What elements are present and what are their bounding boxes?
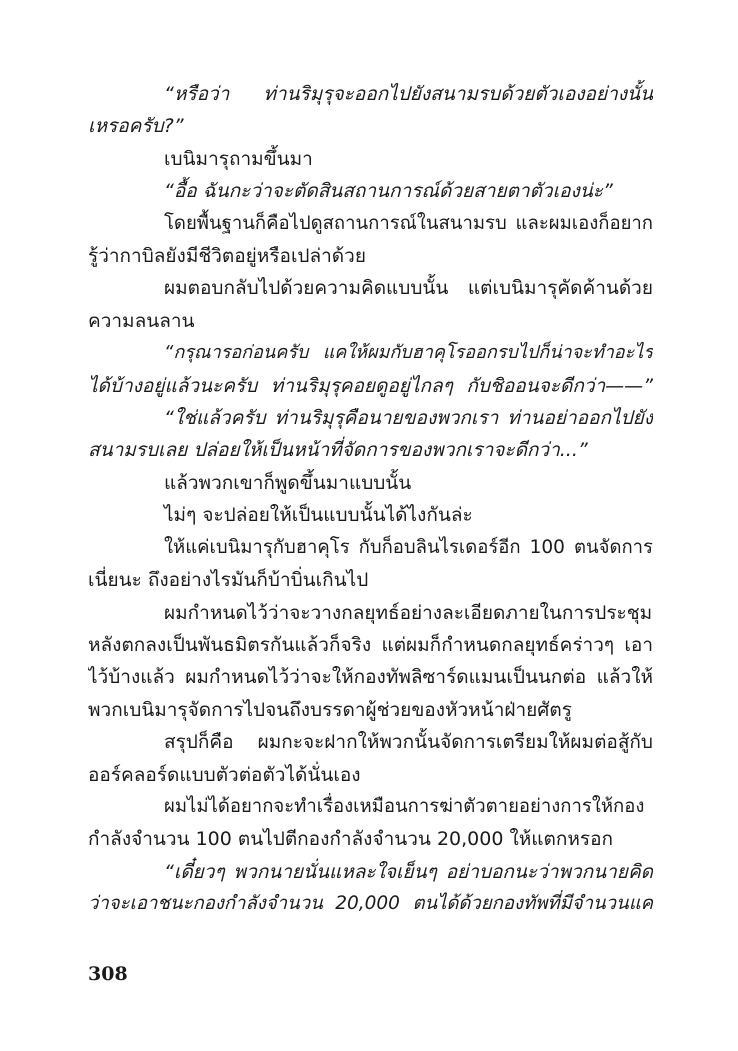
page-number: 308	[88, 963, 128, 985]
text-line: แล้วพวกเขาก็พูดขึ้นมาแบบนั้น	[164, 471, 412, 494]
text-line: สรุปก็คือ ผมกะจะฝากให้พวกนั้นจัดการเตรียมให้ผมต่อสู้กับ	[164, 731, 653, 754]
text-line: กำลังจำนวน 100 ตนไปตีกองกำลังจำนวน 20,000 ให้แตกหรอก	[88, 828, 613, 851]
text-line: “กรุณารอก่อนครับ แคให้ผมกับฮาคุโรออกรบไปก็น่าจะทำอะไร	[164, 342, 653, 364]
text-line: เหรอครับ?”	[88, 115, 184, 138]
text-line: ผมกำหนดไว้ว่าจะวางกลยุทธ์อย่างละเอียดภายในการประชุม	[164, 601, 653, 624]
text-line: สนามรบเลย ปล่อยให้เป็นหน้าที่จัดการของพวกเราจะดีกว่า...”	[88, 439, 588, 462]
text-line: “หรือว่า ท่านริมุรุจะออกไปยังสนามรบด้วยตัวเองอย่างนั้น	[164, 83, 653, 105]
text-line: โดยพื้นฐานก็คือไปดูสถานการณ์ในสนามรบ และผมเองก็อยาก	[164, 212, 653, 234]
text-line: ไม่ๆ จะปล่อยให้เป็นแบบนั้นได้ไงกันล่ะ	[164, 504, 473, 527]
text-line: เบนิมารุถามขึ้นมา	[164, 147, 313, 170]
text-line: รู้ว่ากาบิลยังมีชีวิตอยู่หรือเปล่าด้วย	[88, 245, 366, 268]
text-line: หลังตกลงเป็นพันธมิตรกันแล้วก็จริง แต่ผมก็กำหนดกลยุทธ์คร่าวๆ เอา	[88, 633, 653, 656]
text-line: เนี่ยนะ ถึงอย่างไรมันก็บ้าบิ่นเกินไป	[88, 569, 369, 592]
text-line: ความลนลาน	[88, 309, 195, 332]
text-line: ผมไม่ได้อยากจะทำเรื่องเหมือนการฆ่าตัวตายอย่างการให้กอง	[164, 795, 645, 817]
text-line: ว่าจะเอาชนะกองกำลังจำนวน 20,000 ตนได้ด้วยกองทัพที่มีจำนวนแค่	[88, 893, 653, 915]
text-line: พวกเบนิมารุจัดการไปจนถึงบรรดาผู้ช่วยของหัวหน้าฝ่ายศัตรู	[88, 698, 572, 721]
text-line: “ใช่แล้วครับ ท่านริมุรุคือนายของพวกเรา ท่านอย่าออกไปยัง	[164, 407, 653, 430]
text-line: ให้แค่เบนิมารุกับฮาคุโร กับก็อบลินไรเดอร์อีก 100 ตนจัดการ	[164, 536, 653, 558]
text-line: ไว้บ้างแล้ว ผมกำหนดไว้ว่าจะให้กองทัพลิซาร์ดแมนเป็นนกต่อ แล้วให้	[88, 666, 653, 689]
text-line: ออร์คลอร์ดแบบตัวต่อตัวได้นั่นเอง	[88, 763, 361, 786]
text-line: “อื้อ ฉันกะว่าจะตัดสินสถานการณ์ด้วยสายตาตัวเองน่ะ”	[164, 180, 613, 203]
page-body	[88, 78, 653, 921]
text-line: ได้บ้างอยู่แล้วนะครับ ท่านริมุรุคอยดูอยู่ไกลๆ กับชิออนจะดีกว่า——”	[88, 374, 653, 397]
text-line: ผมตอบกลับไปด้วยความคิดแบบนั้น แต่เบนิมารุคัดค้านด้วย	[164, 277, 653, 300]
text-line: “เดี๋ยวๆ พวกนายนั่นแหละใจเย็นๆ อย่าบอกนะว่าพวกนายคิด	[164, 860, 653, 883]
